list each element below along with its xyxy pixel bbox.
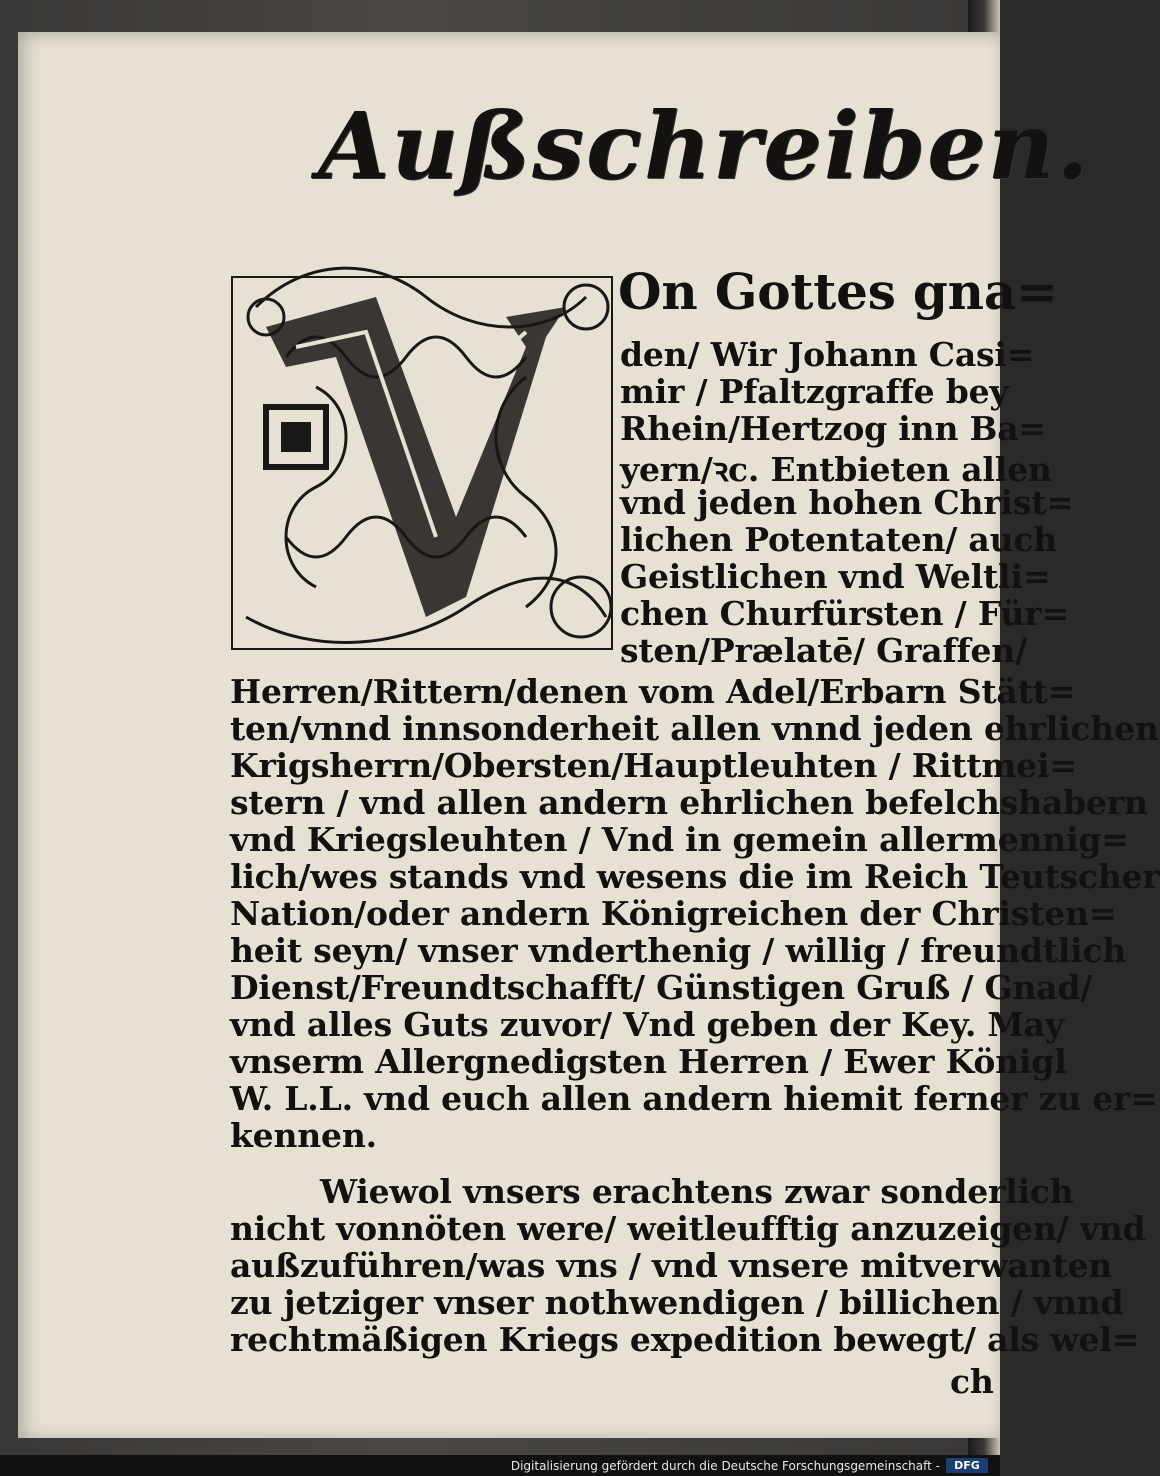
catchword: ch xyxy=(950,1362,994,1401)
page-heading: Außschreiben. xyxy=(318,92,1091,200)
text-line: kennen. xyxy=(230,1116,377,1155)
text-line: yern/ꝛc. Entbieten allen xyxy=(620,450,1052,489)
text-line: Dienst/Freundtschafft/ Günstigen Gruß / Gnad/ xyxy=(230,968,1093,1007)
text-line: mir / Pfaltzgraffe bey xyxy=(620,372,1009,411)
text-line: lichen Potentaten/ auch xyxy=(620,520,1058,559)
text-line: rechtmäßigen Kriegs expedition bewegt/ als wel= xyxy=(230,1320,1140,1359)
text-line: nicht vonnöten were/ weitleufftig anzuzeigen/ vnd xyxy=(230,1209,1146,1248)
text-line: außzuführen/was vns / vnd vnsere mitverwanten xyxy=(230,1246,1113,1285)
text-line: heit seyn/ vnser vnderthenig / willig / freundtlich xyxy=(230,931,1127,970)
ornamental-initial-letter xyxy=(226,237,618,657)
text-line: Wiewol vnsers erachtens zwar sonderlich xyxy=(320,1172,1074,1211)
text-line: vnd Kriegsleuhten / Vnd in gemein allermennig= xyxy=(230,820,1129,859)
text-line: Krigsherrn/Obersten/Hauptleuhten / Rittmei= xyxy=(230,746,1077,785)
text-line: On Gottes gna= xyxy=(618,262,1058,321)
text-line: W. L.L. vnd euch allen andern hiemit ferner zu er= xyxy=(230,1079,1158,1118)
text-line: lich/wes stands vnd wesens die im Reich Teutscher xyxy=(230,857,1160,896)
text-line: vnd jeden hohen Christ= xyxy=(620,483,1074,522)
text-line: Herren/Rittern/denen vom Adel/Erbarn Stätt= xyxy=(230,672,1076,711)
text-line: Rhein/Hertzog inn Ba= xyxy=(620,409,1046,448)
dfg-logo: DFG xyxy=(946,1458,988,1473)
text-line: stern / vnd allen andern ehrlichen befelchshabern xyxy=(230,783,1148,822)
footer-credit: Digitalisierung gefördert durch die Deutsche Forschungsgemeinschaft - xyxy=(510,1459,940,1473)
text-line: sten/Prælatē/ Graffen/ xyxy=(620,631,1027,670)
text-line: ten/vnnd innsonderheit allen vnnd jeden ehrlichen xyxy=(230,709,1159,748)
text-line: zu jetziger vnser nothwendigen / billichen / vnnd xyxy=(230,1283,1124,1322)
text-line: chen Churfürsten / Für= xyxy=(620,594,1069,633)
text-line: Nation/oder andern Königreichen der Christen= xyxy=(230,894,1117,933)
text-line: vnserm Allergnedigsten Herren / Ewer Königl xyxy=(230,1042,1067,1081)
text-line: Geistlichen vnd Weltli= xyxy=(620,557,1051,596)
text-line: den/ Wir Johann Casi= xyxy=(620,335,1035,374)
book-page xyxy=(18,32,1160,1438)
text-line: vnd alles Guts zuvor/ Vnd geben der Key. May xyxy=(230,1005,1064,1044)
